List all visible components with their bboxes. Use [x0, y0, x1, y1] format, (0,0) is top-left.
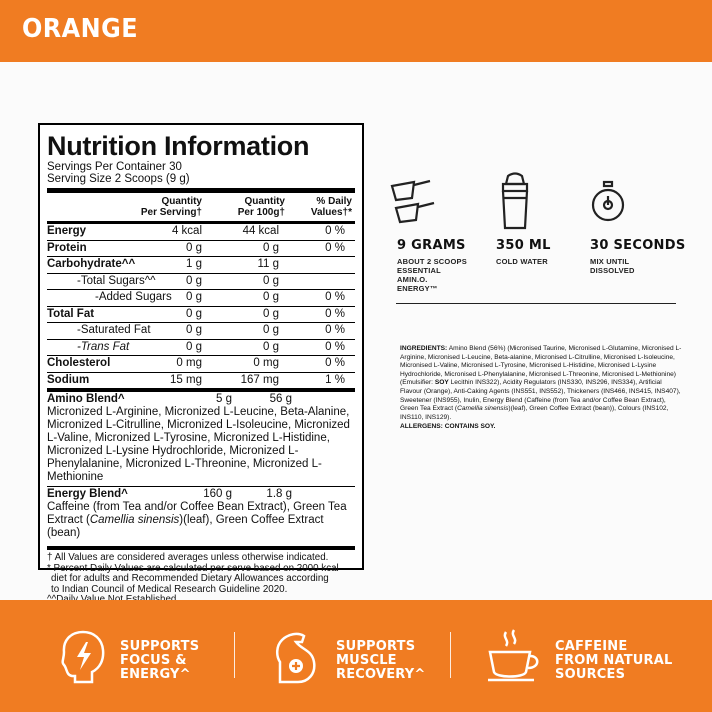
col-daily-value-header: % Daily Values†*: [310, 196, 352, 218]
usage-grams: 9 GRAMS: [397, 238, 466, 253]
ingredients-text: INGREDIENTS: Amino Blend (56%) (Micronised Taurine, Micronised L-Glutamine, Micronised L-Arginine, Micronised L-Leucine, Beta-alanine, Micronised L-Citrulline, Micronised L-Isoleucine, Micronised L-Valine, Micronised L-Tyrosine, Micronised L-Histidine, Micronised L-Lysine Hydrochloride, Micronised L-Phenylalanine, Micronised L-Threonine, Micronised L-Methionine)(Emulsifier: SOY Lecithin INS322), Acidity Regulators (INS330, INS296, INS334), Artificial Flavour (Orange), Anti-Caking Agents (INS551, INS552), Thickeners (INS466, INS415, INS407), Sweetener (INS955), Inulin, Energy Blend (Caffeine (from Tea and/or Coffee Bean Extract), Green Tea Extract (Camellia sinensis)(leaf), Green Coffee Extract (bean)), Colours (INS102, INS110, INS129). ALLERGENS: CONTAINS SOY.: [400, 345, 682, 431]
usage-time: 30 SECONDS: [590, 238, 686, 253]
table-row: -Total Sugars^^ 0 g 0 g: [47, 274, 355, 291]
table-row: Carbohydrate^^ 1 g 11 g: [47, 257, 355, 274]
feature-separator: [234, 632, 235, 678]
muscle-icon: [268, 628, 320, 684]
nutrition-panel: [38, 123, 364, 595]
col-per-100g-header: Quantity Per 100g†: [237, 196, 285, 218]
feature-separator: [450, 632, 451, 678]
table-row: Energy 4 kcal 44 kcal 0 %: [47, 224, 355, 241]
col-per-serving-header: Quantity Per Serving†: [140, 196, 202, 218]
allergens: ALLERGENS: CONTAINS SOY.: [400, 423, 496, 431]
flavor-title: ORANGE: [22, 14, 139, 44]
divider: [396, 303, 676, 304]
servings-per-container: Servings Per Container 30: [47, 161, 182, 173]
table-row: -Saturated Fat 0 g 0 g 0 %: [47, 323, 355, 340]
table-row: Protein 0 g 0 g 0 %: [47, 241, 355, 258]
table-row: -Trans Fat 0 g 0 g 0 %: [47, 340, 355, 357]
top-banner: [0, 0, 712, 62]
energy-blend-row: Energy Blend^ 160 g 1.8 g: [47, 488, 292, 500]
amino-blend-ingredients: Micronized L-Arginine, Micronized L-Leucine, Beta-Alanine, Micronized L-Citrulline, Micronized L-Isoleucine, Micronized L-Valine, Micronized L-Tyrosine, Micronized L-Histidine, Micronized L-Lysine Hydrochloride, Micronized L-Phenylalanine, Micronized L-Threonine, Micronized L-Methionine: [47, 406, 350, 483]
usage-grams-detail: ABOUT 2 SCOOPS ESSENTIAL AMIN.O. ENERGY™: [397, 257, 467, 293]
amino-blend-row: Amino Blend^ 5 g 56 g: [47, 393, 292, 405]
usage-time-detail: MIX UNTIL DISSOLVED: [590, 257, 635, 275]
energy-blend-ingredients: Caffeine (from Tea and/or Coffee Bean Extract), Green Tea Extract (Camellia sinensis)(leaf), Green Coffee Extract (bean): [47, 501, 347, 539]
feature-caffeine-natural: CAFFEINE FROM NATURAL SOURCES: [555, 639, 673, 682]
feature-focus-energy: SUPPORTS FOCUS & ENERGY^: [120, 639, 200, 682]
serving-size: Serving Size 2 Scoops (9 g): [47, 173, 190, 185]
coffee-cup-icon: [484, 628, 544, 684]
nutrition-title: Nutrition Information: [47, 131, 310, 161]
shaker-icon: [495, 172, 535, 234]
table-row: -Added Sugars 0 g 0 g 0 %: [47, 290, 355, 307]
scoops-icon: [386, 176, 442, 232]
brain-bolt-icon: [58, 628, 108, 684]
usage-water-detail: COLD WATER: [496, 257, 548, 266]
feature-muscle-recovery: SUPPORTS MUSCLE RECOVERY^: [336, 639, 426, 682]
usage-water: 350 ML: [496, 238, 551, 253]
table-row: Total Fat 0 g 0 g 0 %: [47, 307, 355, 324]
footnotes: † All Values are considered averages unless otherwise indicated. * Percent Daily Values are calculated per serve based on 2000 kcal diet for adults and Recommended Dietary Allowances according to Indian Council of Medical Research Guideline 2020.: [47, 552, 339, 595]
table-row: Cholesterol 0 mg 0 mg 0 %: [47, 356, 355, 373]
table-header: [47, 193, 355, 221]
table-row: Sodium 15 mg 167 mg 1 %: [47, 373, 355, 393]
stopwatch-icon: [588, 180, 628, 224]
